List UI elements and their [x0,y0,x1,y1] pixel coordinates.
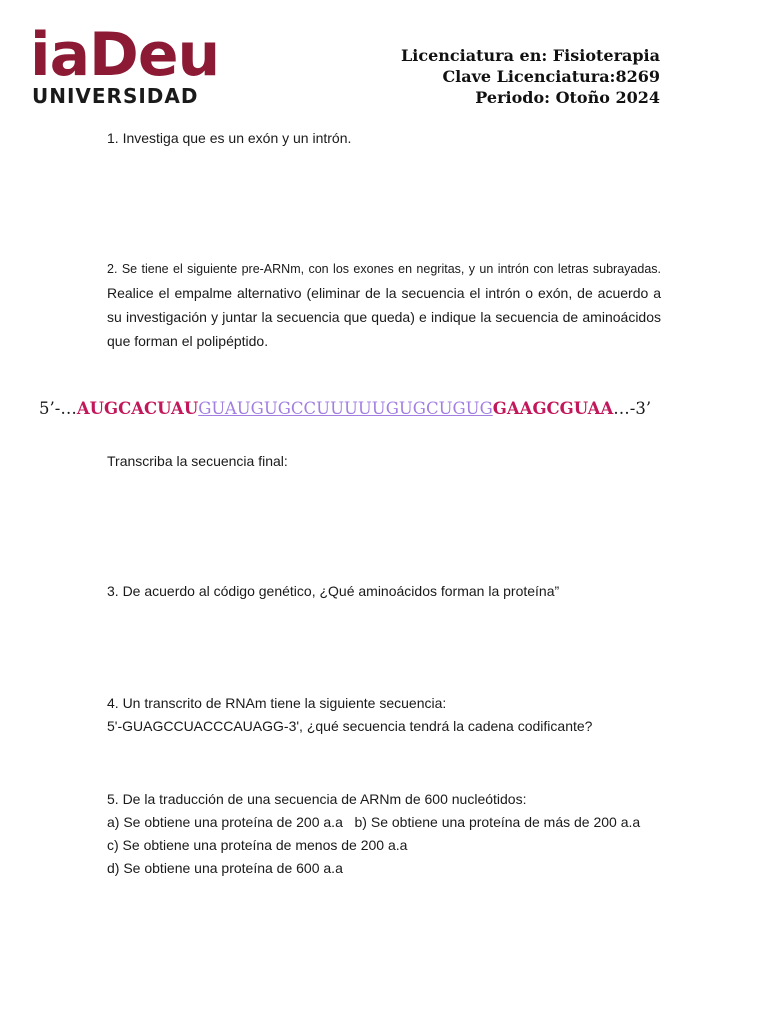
question-5 [107,788,687,880]
question-2 [107,256,661,353]
question-2-instructions: Realice el empalme alternativo (eliminar de la secuencia el intrón o exón, de acuerdo a su investigación y juntar la secuencia que queda) e indique la secuencia de aminoácidos que forman el polipéptido. [107,285,661,349]
question-5-option-c: c) Se obtiene una proteína de menos de 200 a.a [107,837,408,853]
intron: GUAUGUGCCUUUUUGUGCUGUG [198,399,493,418]
logo-subtitle: UNIVERSIDAD [32,84,199,108]
transcribe-prompt: Transcriba la secuencia final: [107,453,288,469]
course-info [401,45,660,108]
period-line: Periodo: Otoño 2024 [475,88,660,107]
sequence-suffix: …-3’ [613,399,652,418]
exon-2: GAAGCGUAA [492,399,614,418]
question-5-option-d: d) Se obtiene una proteína de 600 a.a [107,860,343,876]
sequence-prefix: 5’-… [39,399,77,418]
university-logo [30,20,244,110]
question-4-line-2: 5'-GUAGCCUACCCAUAGG-3', ¿qué secuencia tendrá la cadena codificante? [107,718,593,734]
degree-line: Licenciatura en: Fisioterapia [401,46,660,65]
question-4-line-1: 4. Un transcrito de RNAm tiene la siguiente secuencia: [107,695,447,711]
question-4 [107,692,661,738]
degree-code-line: Clave Licenciatura:8269 [442,67,660,86]
exon-1: AUGCACUAU [76,399,199,418]
question-5-stem: 5. De la traducción de una secuencia de ARNm de 600 nucleótidos: [107,791,527,807]
pre-mrna-sequence [39,397,651,421]
logo-wordmark: iaDeu [30,20,220,90]
question-2-intro: 2. Se tiene el siguiente pre-ARNm, con los exones en negritas, y un intrón con letras subrayadas. [107,262,661,276]
question-1: 1. Investiga que es un exón y un intrón. [107,130,352,146]
question-5-options-ab: a) Se obtiene una proteína de 200 a.a b) Se obtiene una proteína de más de 200 a.a [107,814,641,830]
question-3: 3. De acuerdo al código genético, ¿Qué aminoácidos forman la proteína” [107,583,560,599]
